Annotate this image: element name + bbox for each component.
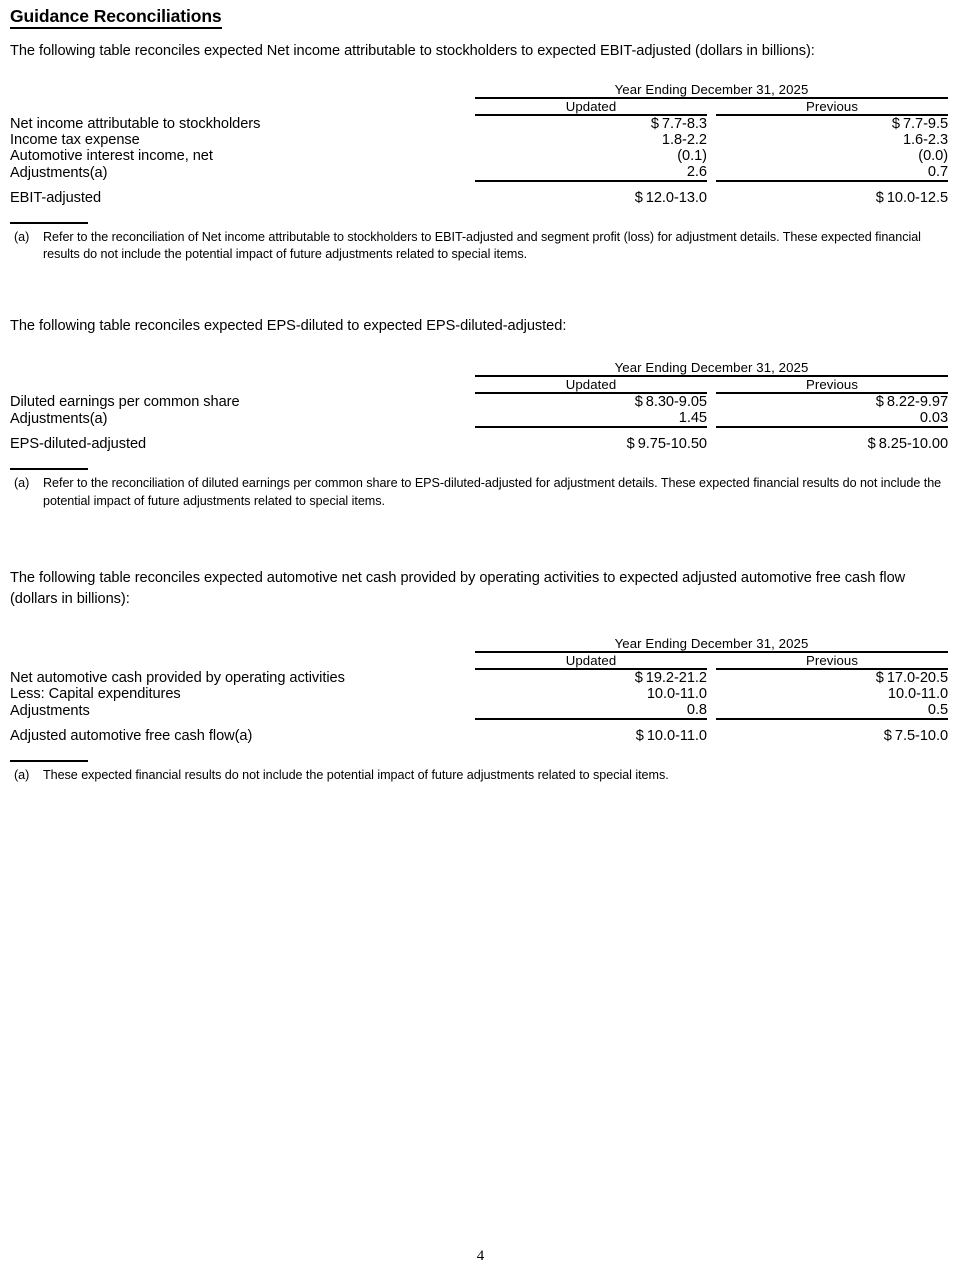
empty-cell <box>707 181 716 206</box>
empty-cell <box>465 164 475 181</box>
span-header-year: Year Ending December 31, 2025 <box>614 635 809 651</box>
empty-cell <box>465 82 475 97</box>
cell-value: 8.30-9.05 <box>645 394 707 411</box>
currency-symbol: $ <box>875 669 884 686</box>
currency-symbol: $ <box>883 727 892 744</box>
empty-cell <box>707 702 716 719</box>
table-column-header-row <box>10 376 948 392</box>
row-label: Net automotive cash provided by operating activities <box>10 669 345 686</box>
empty-cell <box>707 98 716 114</box>
table-span-header-row <box>10 636 948 651</box>
empty-cell <box>707 427 716 452</box>
cell-value: 8.25-10.00 <box>878 436 949 453</box>
cell-value: 2.6 <box>686 163 707 180</box>
cell-value: (0.1) <box>677 147 707 164</box>
table-column-header-row <box>10 652 948 668</box>
footnote-divider-rule <box>10 760 88 762</box>
total-updated <box>475 181 707 206</box>
table-total-row <box>10 181 948 206</box>
footnote-text: These expected financial results do not include the potential impact of future adjustments related to special items. <box>43 767 669 782</box>
empty-cell <box>10 652 465 668</box>
table-row <box>10 132 948 148</box>
table-row <box>10 393 948 410</box>
span-header-year: Year Ending December 31, 2025 <box>614 360 809 376</box>
cell-updated <box>475 702 707 719</box>
table-column-header-row <box>10 98 948 114</box>
total-updated <box>475 427 707 452</box>
empty-cell <box>10 82 465 97</box>
empty-cell <box>707 686 716 702</box>
cell-updated <box>475 148 707 164</box>
footnote-marker: (a) <box>14 229 30 244</box>
span-header-year: Year Ending December 31, 2025 <box>614 81 809 97</box>
table-row <box>10 164 948 181</box>
footnote-text: Refer to the reconciliation of Net income attributable to stockholders to EBIT-adjusted and segment profit (loss) for adjustment details. These expected financial results do not include the potential impact of future adjustments related to special items. <box>43 229 921 262</box>
row-label: Income tax expense <box>10 131 140 148</box>
total-previous <box>716 719 948 744</box>
cell-value: 0.8 <box>686 701 707 718</box>
cell-updated <box>475 686 707 702</box>
footnote-divider-rule <box>10 222 88 224</box>
cell-updated <box>475 164 707 181</box>
cell-previous <box>716 115 948 132</box>
currency-symbol: $ <box>891 115 900 132</box>
empty-cell <box>465 98 475 114</box>
ebit-adjusted-reconciliation-table <box>10 82 948 206</box>
eps-diluted-reconciliation-table <box>10 360 948 452</box>
table-total-row <box>10 719 948 744</box>
cell-value: 17.0-20.5 <box>886 669 949 686</box>
empty-cell <box>10 636 465 651</box>
footnote-divider-rule <box>10 468 88 470</box>
column-header-updated: Updated <box>565 652 617 668</box>
row-label: Diluted earnings per common share <box>10 394 240 411</box>
empty-cell <box>465 181 475 206</box>
empty-cell <box>707 164 716 181</box>
total-previous <box>716 181 948 206</box>
empty-cell <box>707 376 716 392</box>
empty-cell <box>10 360 465 375</box>
empty-cell <box>465 719 475 744</box>
empty-cell <box>707 115 716 132</box>
cell-value: 1.8-2.2 <box>661 131 707 148</box>
cell-previous <box>716 686 948 702</box>
cell-value: 19.2-21.2 <box>645 669 707 686</box>
spacer <box>10 336 949 360</box>
section2-footnote-block <box>10 468 949 510</box>
row-label: Adjustments(a) <box>10 411 108 428</box>
section1-footnote-block <box>10 222 949 264</box>
currency-symbol: $ <box>875 189 884 206</box>
table-span-header-row <box>10 360 948 375</box>
empty-cell <box>707 669 716 686</box>
table-row <box>10 115 948 132</box>
column-header-previous: Previous <box>805 98 859 114</box>
table-row <box>10 148 948 164</box>
cell-value: 9.75-10.50 <box>637 436 707 453</box>
cell-value: (0.0) <box>918 147 949 164</box>
empty-cell <box>10 98 465 114</box>
spacer <box>10 610 949 636</box>
currency-symbol: $ <box>867 436 876 453</box>
cell-value: 10.0-11.0 <box>646 727 707 744</box>
cell-value: 8.22-9.97 <box>886 394 949 411</box>
cell-updated <box>475 115 707 132</box>
currency-symbol: $ <box>626 436 635 453</box>
table-row <box>10 669 948 686</box>
empty-cell <box>465 669 475 686</box>
empty-cell <box>707 393 716 410</box>
cell-value: 7.7-9.5 <box>902 115 949 132</box>
table-row <box>10 702 948 719</box>
column-header-updated: Updated <box>565 98 617 114</box>
total-label: Adjusted automotive free cash flow(a) <box>10 727 253 744</box>
empty-cell <box>707 652 716 668</box>
currency-symbol: $ <box>634 394 643 411</box>
cell-value: 7.5-10.0 <box>894 727 949 744</box>
empty-cell <box>465 702 475 719</box>
empty-cell <box>465 686 475 702</box>
cell-value: 1.45 <box>678 410 707 427</box>
cell-previous <box>716 393 948 410</box>
table-row <box>10 410 948 427</box>
cell-previous <box>716 132 948 148</box>
table-total-row <box>10 427 948 452</box>
empty-cell <box>10 376 465 392</box>
row-label: Less: Capital expenditures <box>10 685 181 702</box>
empty-cell <box>465 115 475 132</box>
spacer <box>10 62 949 82</box>
empty-cell <box>465 652 475 668</box>
page-number: 4 <box>476 1248 485 1264</box>
row-label: Adjustments <box>10 702 90 719</box>
cell-value: 0.03 <box>919 410 949 427</box>
cell-value: 0.5 <box>927 701 949 718</box>
currency-symbol: $ <box>634 189 643 206</box>
cell-value: 0.7 <box>927 163 949 180</box>
currency-symbol: $ <box>634 669 643 686</box>
empty-cell <box>707 410 716 427</box>
footnote-text: Refer to the reconciliation of diluted earnings per common share to EPS-diluted-adjusted for adjustment details. These expected financial results do not include the potential impact of future adjustments related to special items. <box>43 476 942 508</box>
row-label: Automotive interest income, net <box>10 147 213 164</box>
empty-cell <box>465 636 475 651</box>
empty-cell <box>465 148 475 164</box>
table-row <box>10 686 948 702</box>
empty-cell <box>707 719 716 744</box>
footnote-marker: (a) <box>14 476 30 491</box>
cell-previous <box>716 148 948 164</box>
cell-value: 10.0-11.0 <box>887 685 949 702</box>
cell-previous <box>716 164 948 181</box>
empty-cell <box>465 410 475 427</box>
section2-intro-paragraph: The following table reconciles expected EPS-diluted to expected EPS-diluted-adjusted: <box>10 317 567 334</box>
total-label: EPS-diluted-adjusted <box>10 436 147 453</box>
cell-previous <box>716 702 948 719</box>
currency-symbol: $ <box>635 727 644 744</box>
cell-updated <box>475 393 707 410</box>
column-header-previous: Previous <box>805 652 859 668</box>
footnote-marker: (a) <box>14 767 30 782</box>
spacer <box>10 510 949 568</box>
cell-updated <box>475 132 707 148</box>
currency-symbol: $ <box>875 394 884 411</box>
total-label: EBIT-adjusted <box>10 189 102 206</box>
empty-cell <box>465 376 475 392</box>
column-header-previous: Previous <box>805 377 859 393</box>
cell-value: 12.0-13.0 <box>645 189 707 206</box>
cell-previous <box>716 669 948 686</box>
section3-intro-paragraph: The following table reconciles expected automotive net cash provided by operating activities to expected adjusted automotive free cash flow (dollars in billions): <box>10 570 906 607</box>
empty-cell <box>465 360 475 375</box>
footnote <box>10 475 949 510</box>
cell-updated <box>475 410 707 427</box>
empty-cell <box>465 427 475 452</box>
footnote <box>10 229 949 264</box>
empty-cell <box>707 148 716 164</box>
cell-value: 10.0-12.5 <box>886 189 949 206</box>
cell-value: 7.7-8.3 <box>661 115 707 132</box>
empty-cell <box>465 132 475 148</box>
currency-symbol: $ <box>650 115 659 132</box>
table-span-header-row <box>10 82 948 97</box>
spacer <box>10 264 949 316</box>
footnote <box>10 767 949 784</box>
cell-value: 1.6-2.3 <box>902 131 949 148</box>
empty-cell <box>465 393 475 410</box>
free-cash-flow-reconciliation-table <box>10 636 948 744</box>
cell-updated <box>475 669 707 686</box>
section3-footnote-block <box>10 760 949 784</box>
total-previous <box>716 427 948 452</box>
cell-value: 10.0-11.0 <box>646 685 707 702</box>
cell-previous <box>716 410 948 427</box>
empty-cell <box>707 132 716 148</box>
row-label: Net income attributable to stockholders <box>10 115 261 132</box>
row-label: Adjustments(a) <box>10 164 108 181</box>
column-header-updated: Updated <box>565 377 617 393</box>
section1-intro-paragraph: The following table reconciles expected Net income attributable to stockholders to expected EBIT-adjusted (dollars in billions): <box>10 43 815 60</box>
page-title: Guidance Reconciliations <box>10 6 222 29</box>
total-updated <box>475 719 707 744</box>
